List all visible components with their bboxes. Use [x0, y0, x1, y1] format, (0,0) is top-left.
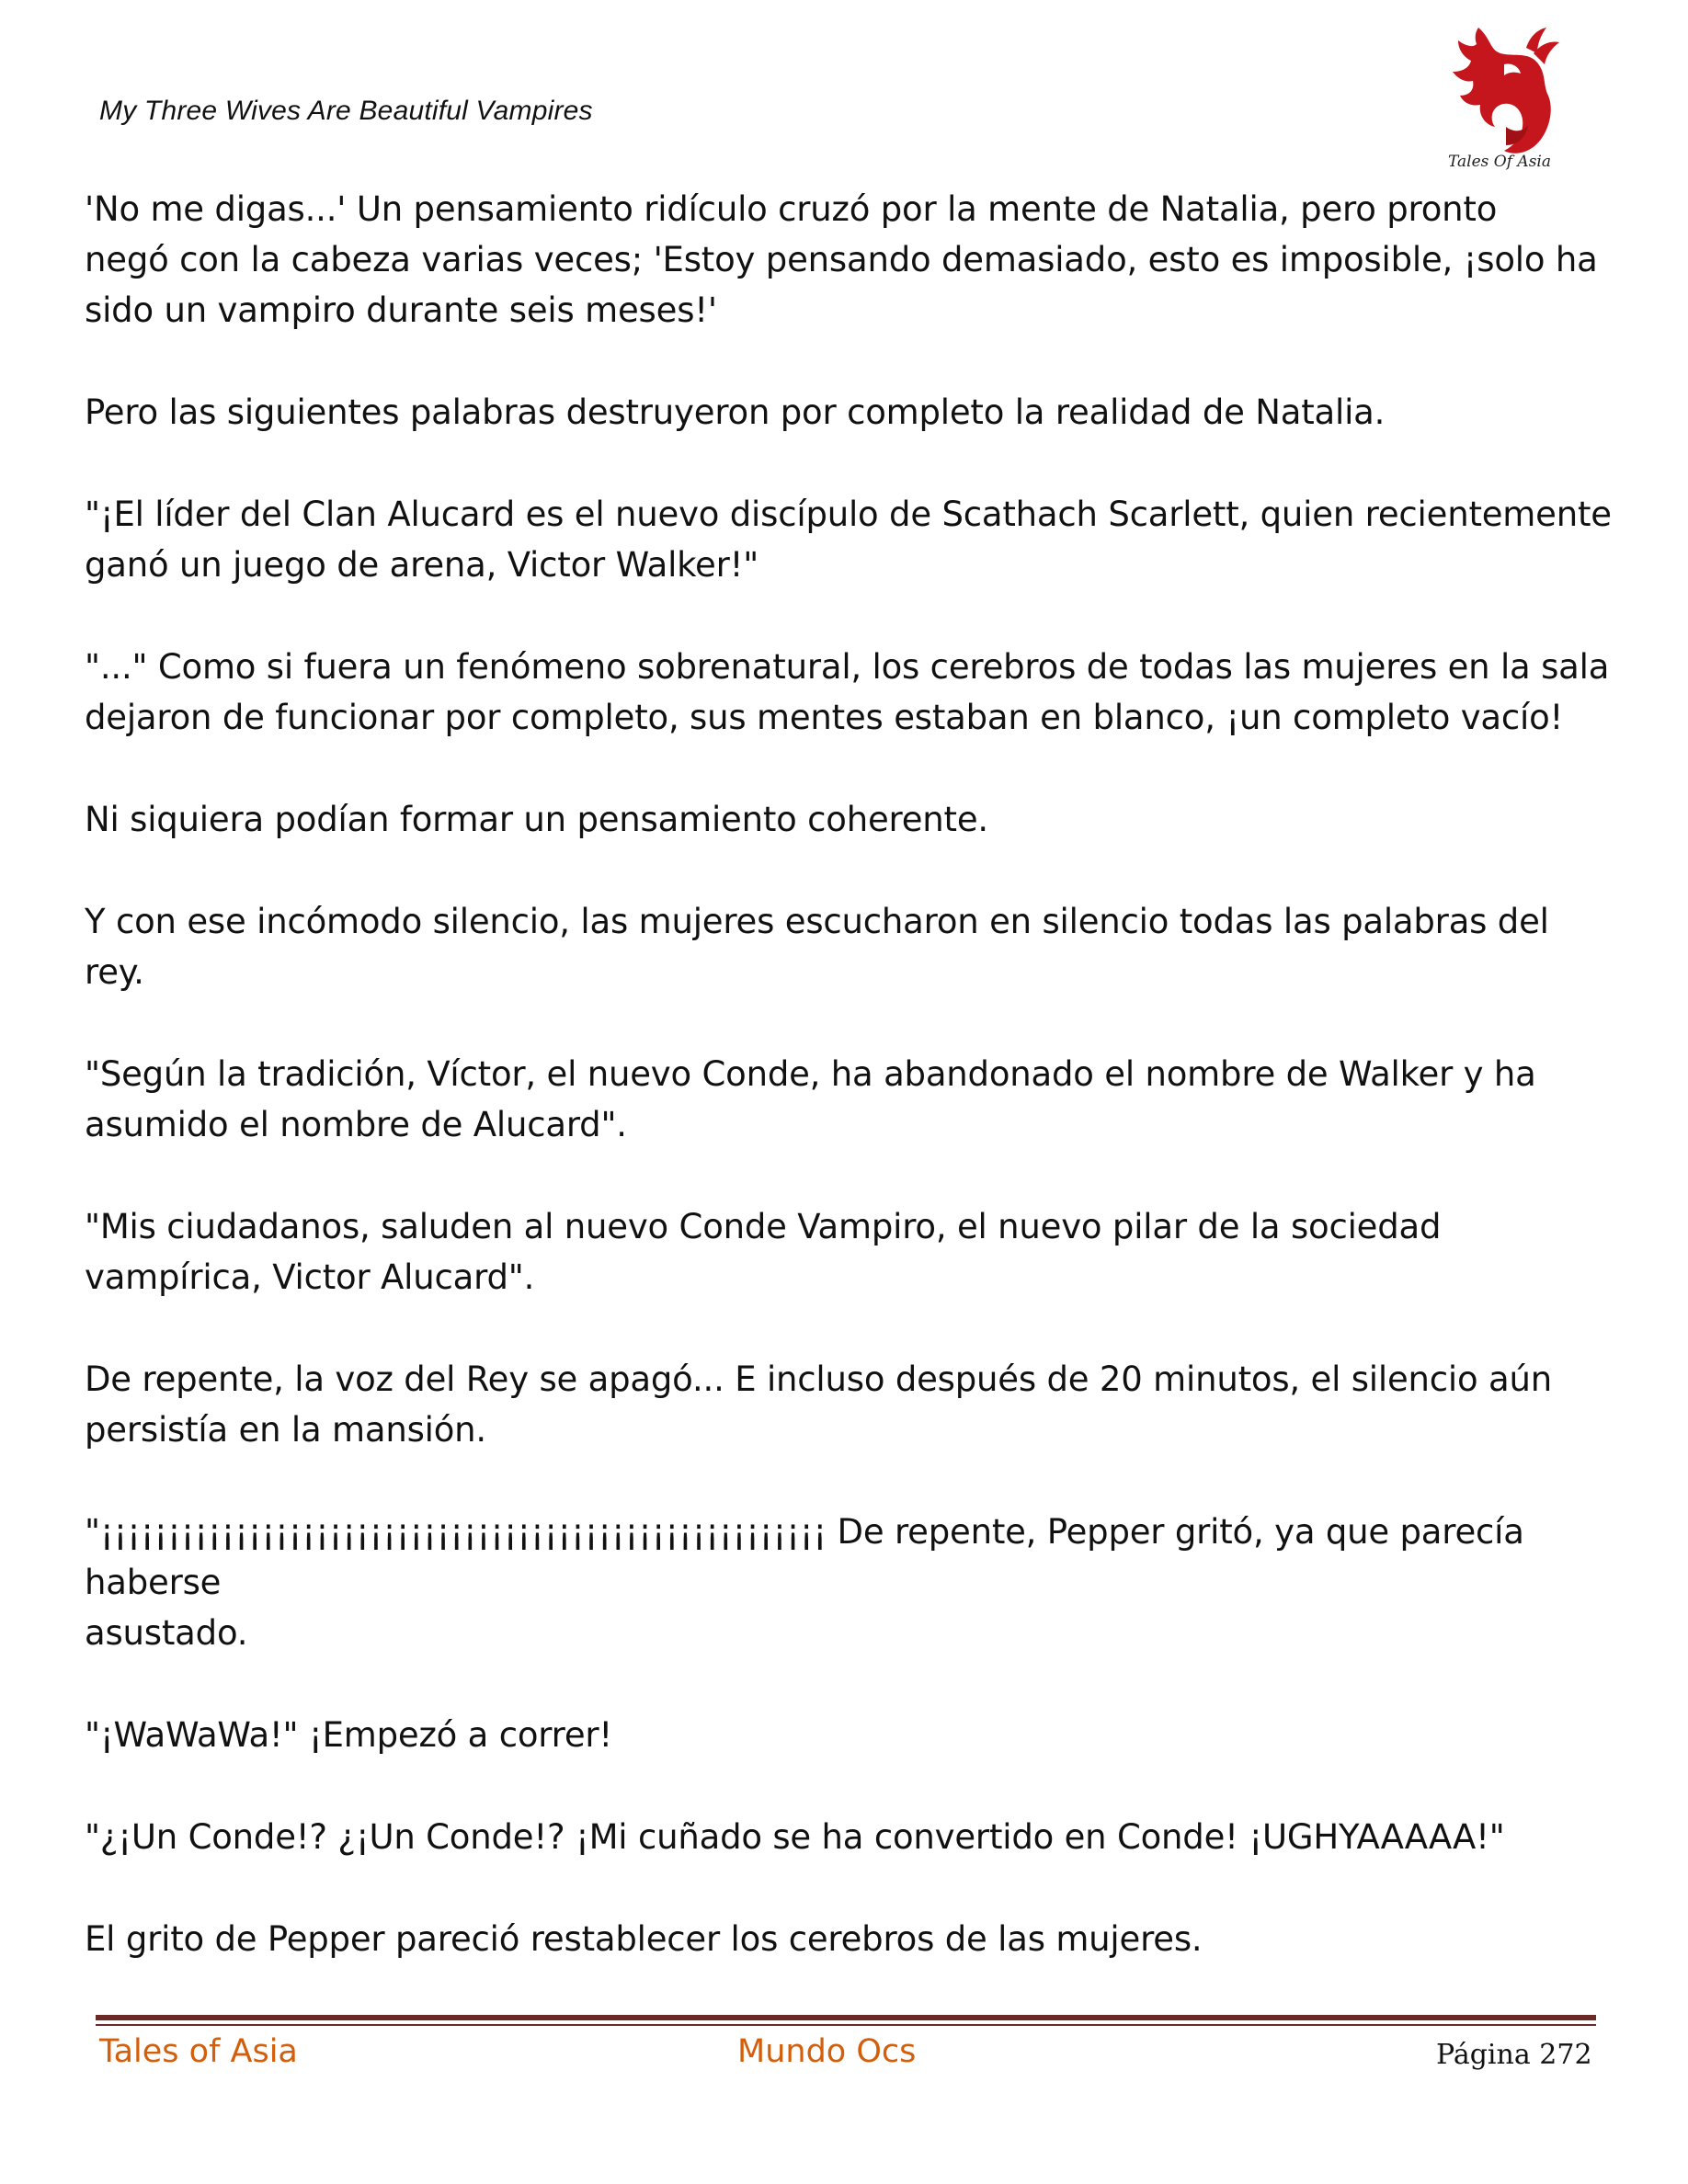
footer-divider — [96, 2015, 1596, 2020]
paragraph: De repente, la voz del Rey se apagó... E incluso después de 20 minutos, el silencio aún persistía en la mansión. — [85, 1359, 1552, 1450]
paragraph: "¡El líder del Clan Alucard es el nuevo discípulo de Scathach Scarlett, quien recientemente ganó un juego de arena, Victor Walker!" — [85, 495, 1612, 585]
book-title: My Three Wives Are Beautiful Vampires — [99, 96, 593, 126]
paragraph: "Según la tradición, Víctor, el nuevo Conde, ha abandonado el nombre de Walker y ha asumido el nombre de Alucard". — [85, 1054, 1536, 1144]
footer-divider-thin — [96, 2024, 1596, 2026]
paragraph: "¿¡Un Conde!? ¿¡Un Conde!? ¡Mi cuñado se ha convertido en Conde! ¡UGHYAAAAA!" — [85, 1817, 1505, 1857]
footer-center-label: Mundo Ocs — [737, 2033, 917, 2070]
paragraph: "Mis ciudadanos, saluden al nuevo Conde Vampiro, el nuevo pilar de la sociedad vampírica, Victor Alucard". — [85, 1207, 1442, 1297]
paragraph: Y con ese incómodo silencio, las mujeres escucharon en silencio todas las palabras del rey. — [85, 902, 1549, 992]
paragraph: El grito de Pepper pareció restablecer los cerebros de las mujeres. — [85, 1919, 1203, 1959]
paragraph: "¡WaWaWa!" ¡Empezó a correr! — [85, 1715, 613, 1755]
paragraph: 'No me digas...' Un pensamiento ridículo cruzó por la mente de Natalia, pero pronto negó con la cabeza varias veces; 'Estoy pensando demasiado, esto es imposible, ¡solo ha sido un vampiro durante seis meses!' — [85, 189, 1598, 330]
logo-text: Tales Of Asia — [1448, 153, 1551, 171]
chapter-body — [85, 184, 1620, 2016]
paragraph: "¡¡¡¡¡¡¡¡¡¡¡¡¡¡¡¡¡¡¡¡¡¡¡¡¡¡¡¡¡¡¡¡¡¡¡¡¡¡¡¡¡¡¡¡¡¡¡¡¡¡¡¡¡¡ De repente, Pepper gritó, ya que parecía haberse asustado. — [85, 1512, 1524, 1653]
paragraph: Ni siquiera podían formar un pensamiento coherente. — [85, 800, 988, 839]
footer-publisher: Tales of Asia — [99, 2033, 298, 2070]
paragraph: "..." Como si fuera un fenómeno sobrenatural, los cerebros de todas las mujeres en la sala dejaron de funcionar por completo, sus mentes estaban en blanco, ¡un completo vacío! — [85, 647, 1610, 737]
page-number: Página 272 — [1436, 2039, 1592, 2071]
paragraph: Pero las siguientes palabras destruyeron por completo la realidad de Natalia. — [85, 392, 1386, 432]
